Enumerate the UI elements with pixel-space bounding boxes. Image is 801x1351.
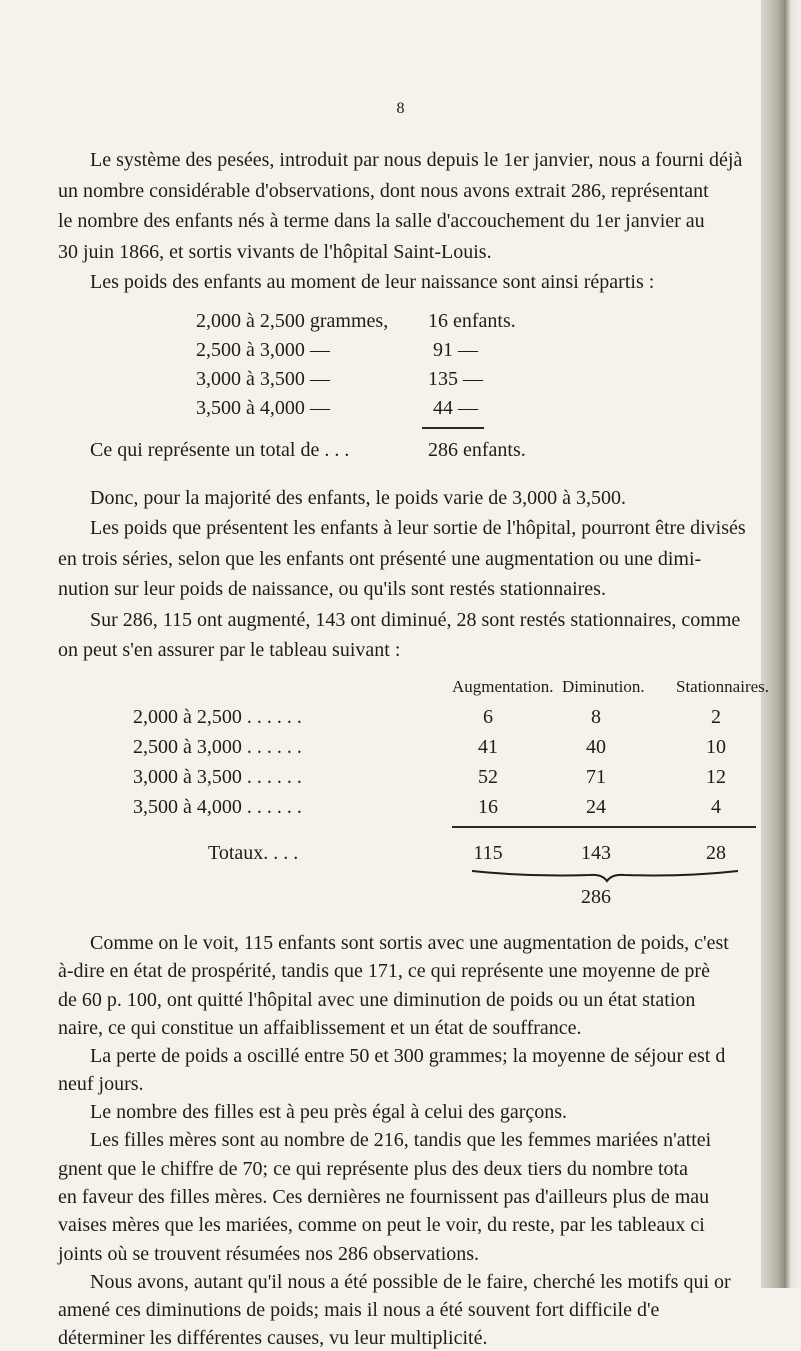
diminution-value: 24 [586,796,606,818]
child-count: 44 — [433,397,478,419]
stationary-value: 2 [711,706,721,728]
text-line: Nous avons, autant qu'il nous a été possible de le faire, cherché les motifs qui or [90,1271,731,1293]
weight-range: 2,500 à 3,000 . . . . . . [133,736,302,758]
diminution-total: 143 [581,842,611,864]
text-line: de 60 p. 100, ont quitté l'hôpital avec une diminution de poids ou un état station [58,989,696,1011]
text-line: vaises mères que les mariées, comme on peut le voir, du reste, par les tableaux ci [58,1214,705,1236]
child-count: 91 — [433,339,478,361]
text-line: Comme on le voit, 115 enfants sont sortis avec une augmentation de poids, c'est [90,932,729,954]
text-line: gnent que le chiffre de 70; ce qui représente plus des deux tiers du nombre tota [58,1158,688,1180]
text-line: Sur 286, 115 ont augmenté, 143 ont diminué, 28 sont restés stationnaires, comme [90,609,741,631]
stationary-value: 12 [706,766,726,788]
totals-rule [452,826,756,828]
totals-label: Totaux. . . . [208,842,299,864]
text-line: Les poids que présentent les enfants à leur sortie de l'hôpital, pourront être divisés [90,517,746,539]
grand-total: 286 [581,886,611,908]
total-label: Ce qui représente un total de . . . [90,439,350,461]
text-line: Les poids des enfants au moment de leur naissance sont ainsi répartis : [90,271,655,293]
column-header: Augmentation. [452,677,554,696]
stationary-value: 4 [711,796,721,818]
text-line: nution sur leur poids de naissance, ou qu'ils sont restés stationnaires. [58,578,606,600]
text-line: en trois séries, selon que les enfants ont présenté une augmentation ou une dimi- [58,548,702,570]
child-count: 16 enfants. [428,310,516,332]
augmentation-value: 52 [478,766,498,788]
page-number: 8 [396,100,405,117]
weight-range: 2,000 à 2,500 grammes, [196,310,389,332]
total-value: 286 enfants. [428,439,526,461]
weight-range: 3,500 à 4,000 — [196,397,330,419]
diminution-value: 71 [586,766,606,788]
text-line: en faveur des filles mères. Ces dernières ne fournissent pas d'ailleurs plus de mau [58,1186,710,1208]
stationary-total: 28 [706,842,726,864]
sum-rule [422,427,484,429]
text-line: Les filles mères sont au nombre de 216, tandis que les femmes mariées n'attei [90,1129,712,1151]
book-binding-edge [761,0,801,1288]
augmentation-total: 115 [473,842,503,864]
text-line: naire, ce qui constitue un affaiblissement et un état de souffrance. [58,1017,582,1039]
text-line: joints où se trouvent résumées nos 286 observations. [58,1243,480,1265]
diminution-value: 40 [586,736,606,758]
diminution-value: 8 [591,706,601,728]
augmentation-value: 41 [478,736,498,758]
child-count: 135 — [428,368,483,390]
brace-icon [470,868,740,884]
text-line: déterminer les différentes causes, vu leur multiplicité. [58,1327,488,1349]
augmentation-value: 16 [478,796,498,818]
text-line: Le nombre des filles est à peu près égal à celui des garçons. [90,1101,568,1123]
text-line: le nombre des enfants nés à terme dans la salle d'accouchement du 1er janvier au [58,210,705,232]
weight-range: 3,000 à 3,500 — [196,368,330,390]
weight-range: 2,000 à 2,500 . . . . . . [133,706,302,728]
text-line: Le système des pesées, introduit par nous depuis le 1er janvier, nous a fourni déjà [90,149,743,171]
augmentation-value: 6 [483,706,493,728]
text-line: on peut s'en assurer par le tableau suivant : [58,639,401,661]
weight-range: 3,500 à 4,000 . . . . . . [133,796,302,818]
weight-range: 3,000 à 3,500 . . . . . . [133,766,302,788]
column-header: Stationnaires. [676,677,770,696]
text-line: amené ces diminutions de poids; mais il nous a été souvent fort difficile d'e [58,1299,660,1321]
text-line: un nombre considérable d'observations, dont nous avons extrait 286, représentant [58,180,709,202]
column-header: Diminution. [562,677,645,696]
text-line: neuf jours. [58,1073,144,1095]
stationary-value: 10 [706,736,726,758]
weight-range: 2,500 à 3,000 — [196,339,330,361]
text-line: à-dire en état de prospérité, tandis que 171, ce qui représente une moyenne de prè [58,960,710,982]
text-line: 30 juin 1866, et sortis vivants de l'hôpital Saint-Louis. [58,241,492,263]
text-line: La perte de poids a oscillé entre 50 et 300 grammes; la moyenne de séjour est d [90,1045,726,1067]
text-line: Donc, pour la majorité des enfants, le poids varie de 3,000 à 3,500. [90,487,626,509]
